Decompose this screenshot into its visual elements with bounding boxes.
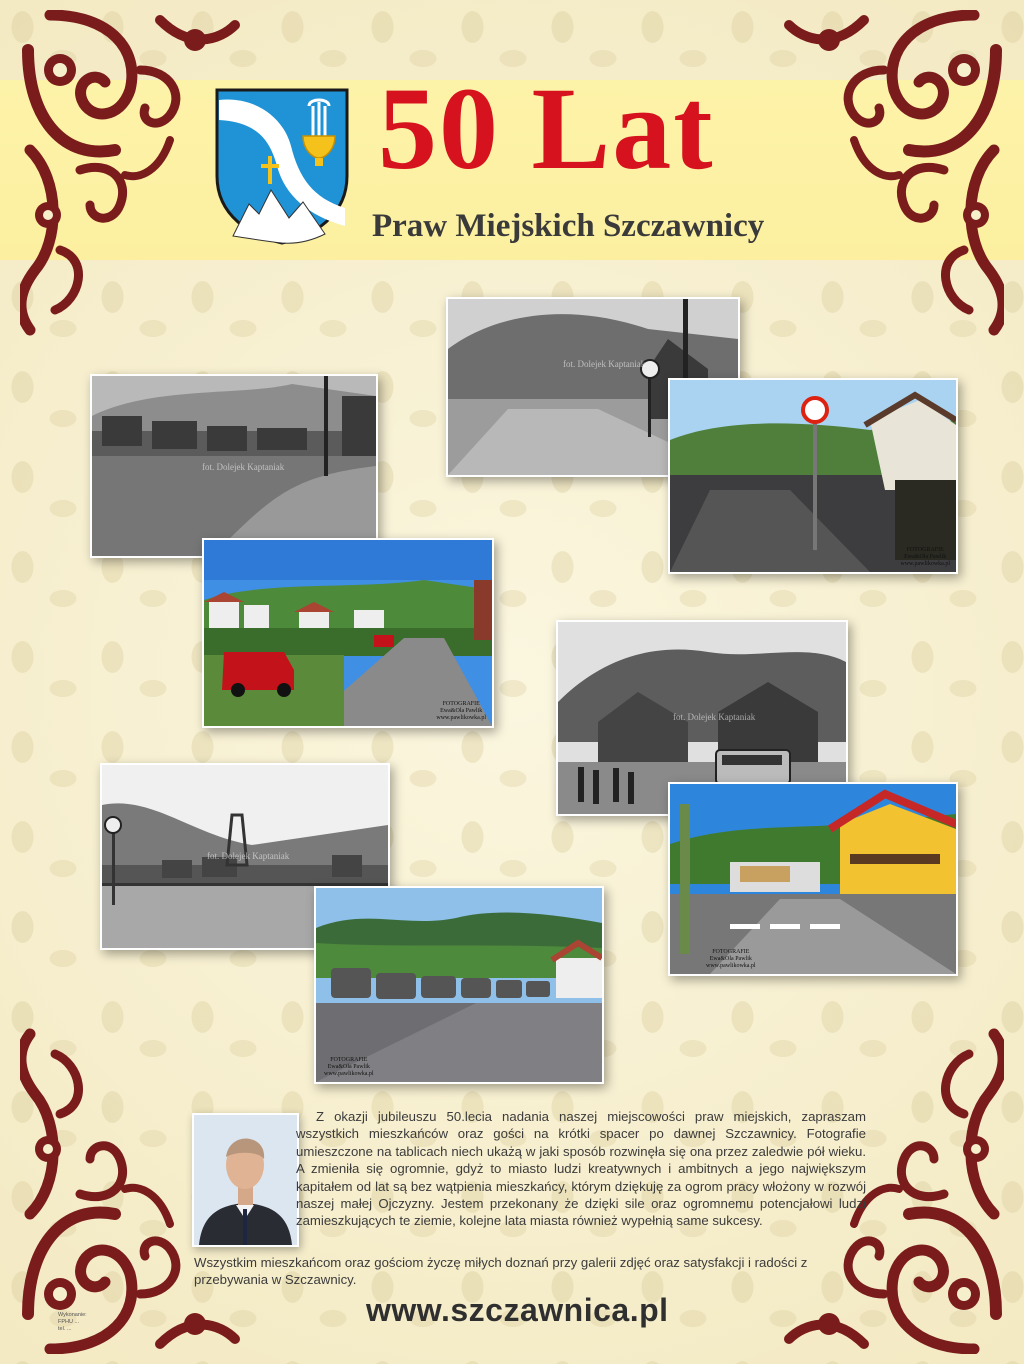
credit-label: FOTOGRAFIE: [712, 949, 750, 955]
photo-modern-yellow-house: [668, 782, 958, 976]
photo-modern-parked-cars: [314, 886, 604, 1084]
credit-site: www.pawlikowka.pl: [706, 963, 756, 969]
website-link[interactable]: www.szczawnica.pl: [366, 1292, 669, 1328]
photo-watermark: fot. Dolejek Kaptaniak: [202, 462, 285, 472]
page-subtitle: Praw Miejskich Szczawnicy: [372, 208, 765, 244]
photo-modern-red-car: [202, 538, 494, 728]
photo-watermark: fot. Dolejek Kaptaniak: [207, 851, 290, 861]
ornament-top-left: [20, 10, 240, 340]
printer-imprint: [58, 1312, 87, 1333]
imprint-line: Wykonanie:: [58, 1312, 87, 1318]
credit-name: Ewa&Ola Pawlik: [327, 1064, 370, 1070]
credit-label: FOTOGRAFIE: [442, 701, 480, 707]
photo-modern-street-sign: [668, 378, 958, 574]
credit-name: Ewa&Ola Pawlik: [904, 554, 947, 560]
credit-site: www.pawlikowka.pl: [436, 715, 486, 721]
page-title: 50 Lat: [378, 63, 715, 194]
coat-of-arms: [213, 86, 351, 246]
imprint-line: FPHU ...: [58, 1319, 80, 1325]
credit-name: Ewa&Ola Pawlik: [440, 708, 483, 714]
ornament-top-right: [784, 10, 1004, 340]
imprint-line: tel. ...: [58, 1326, 72, 1332]
credit-site: www.pawlikowka.pl: [324, 1071, 374, 1077]
photo-watermark: fot. Dolejek Kaptaniak: [673, 712, 756, 722]
credit-label: FOTOGRAFIE: [330, 1057, 368, 1063]
photo-credit: [706, 949, 756, 970]
photo-credit: [900, 547, 950, 568]
photo-old-river-village: [90, 374, 378, 558]
credit-site: www.pawlikowka.pl: [900, 561, 950, 567]
photo-credit: [436, 701, 486, 722]
mayor-portrait: [192, 1113, 299, 1247]
credit-label: FOTOGRAFIE: [906, 547, 944, 553]
mayor-closing: Wszystkim mieszkańcom oraz gościom życzę miłych doznań przy galerii zdjęć oraz satysfakcji i radości z przebywania w Szczawnicy.: [194, 1255, 808, 1288]
mayor-letter: Z okazji jubileuszu 50.lecia nadania naszej miejscowości praw miejskich, zapraszam wszystkich mieszkańców oraz gości na krótki spacer po dawnej Szczawnicy. Fotografie umieszczone na tablicach niech ukażą w jaki sposób rozwinęła się ona przez zaledwie pół wieku. A zmieniła się ogromnie, gdyż to miasto ludzi kreatywnych i ambitnych a jego największym kapitałem od lat są bez wątpienia mieszkańcy, którym dziękuję za ogrom pracy włożony w rozwój naszej małej Ojczyzny. Jestem przekonany że dzięki sile oraz ogromnemu potencjałowi ludzi zamieszkujących te ziemie, kolejne lata miasta również wypełnią same sukcesy.: [296, 1109, 866, 1229]
photo-watermark: fot. Dolejek Kaptaniak: [563, 359, 646, 369]
credit-name: Ewa&Ola Pawlik: [709, 956, 752, 962]
photo-credit: [324, 1057, 374, 1078]
